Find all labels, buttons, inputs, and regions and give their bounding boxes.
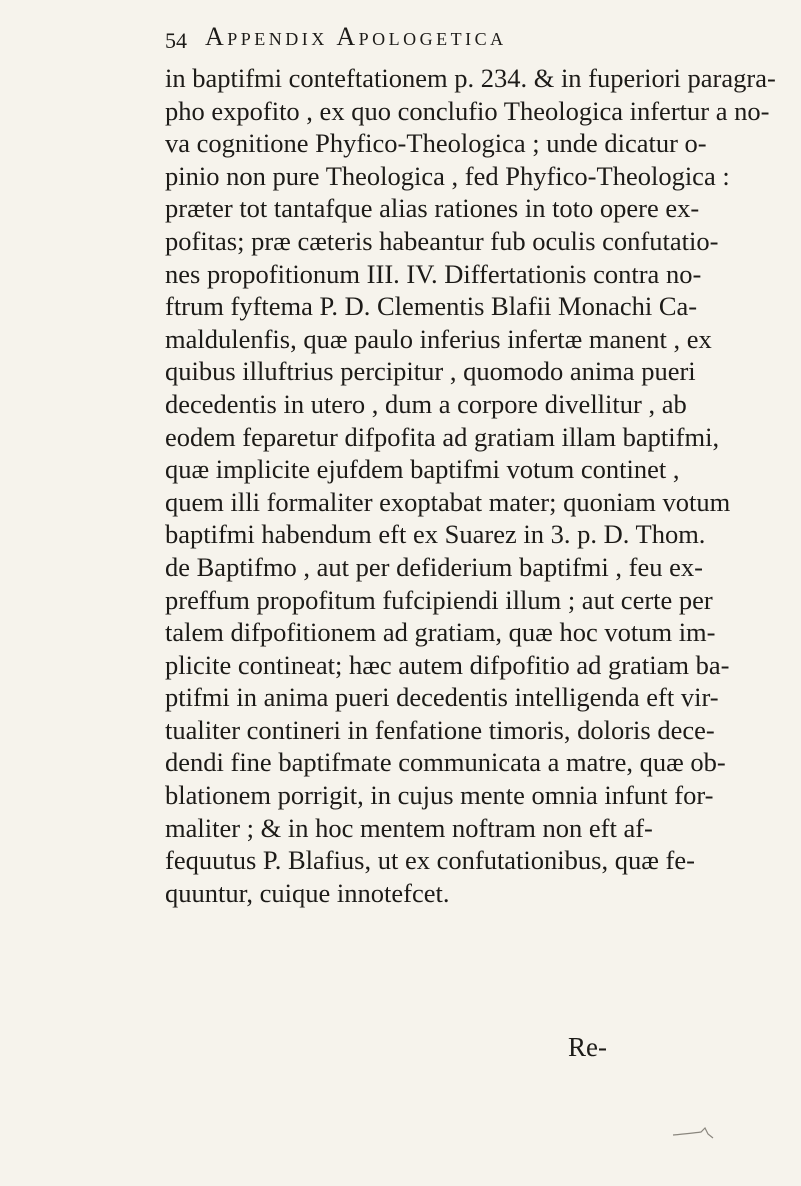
text-line: in baptifmi conteftationem p. 234. & in fuperiori paragra- xyxy=(165,63,776,93)
text-line: nes propofitionum III. IV. Differtationis contra no- xyxy=(165,258,702,289)
text-line: præter tot tantafque alias rationes in toto opere ex- xyxy=(165,193,700,224)
page-mark-icon xyxy=(672,1126,714,1140)
text-line: maldulenfis, quæ paulo inferius infertæ manent , ex xyxy=(165,323,712,354)
text-line: fequutus P. Blafius, ut ex confutationibus, quæ fe- xyxy=(165,845,695,876)
text-line: eodem feparetur difpofita ad gratiam illam baptifmi, xyxy=(165,421,720,452)
text-line: pofitas; præ cæteris habeantur fub oculis confutatio- xyxy=(165,225,719,256)
text-line: quuntur, cuique innotefcet. xyxy=(165,877,450,908)
text-line: va cognitione Phyfico-Theologica ; unde dicatur o- xyxy=(165,128,707,159)
text-line: de Baptifmo , aut per defiderium baptifmi , feu ex- xyxy=(165,551,703,582)
text-line: talem difpofitionem ad gratiam, quæ hoc votum im- xyxy=(165,617,716,648)
text-line: ftrum fyftema P. D. Clementis Blafii Monachi Ca- xyxy=(165,291,698,322)
running-title: Appendix Apologetica xyxy=(205,22,507,51)
text-line: quibus illuftrius percipitur , quomodo anima pueri xyxy=(165,356,696,387)
text-line: pho expofito , ex quo conclufio Theologica infertur a no- xyxy=(165,95,770,126)
text-line: quæ implicite ejufdem baptifmi votum continet , xyxy=(165,454,680,485)
running-head xyxy=(165,20,635,54)
text-line: tualiter contineri in fenfatione timoris, doloris dece- xyxy=(165,714,715,745)
text-line: preffum propofitum fufcipiendi illum ; aut certe per xyxy=(165,584,713,615)
text-line: blationem porrigit, in cujus mente omnia infunt for- xyxy=(165,780,714,811)
text-line: decedentis in utero , dum a corpore divellitur , ab xyxy=(165,388,687,419)
text-line: dendi fine baptifmate communicata a matre, quæ ob- xyxy=(165,747,726,778)
page-number: 54 xyxy=(165,28,187,53)
text-line: quem illi formaliter exoptabat mater; quoniam votum xyxy=(165,486,731,517)
text-line: maliter ; & in hoc mentem noftram non eft af- xyxy=(165,812,653,843)
text-line: ptifmi in anima pueri decedentis intelligenda eft vir- xyxy=(165,682,719,713)
text-line: plicite contineat; hæc autem difpofitio ad gratiam ba- xyxy=(165,649,730,680)
text-line: pinio non pure Theologica , fed Phyfico-Theologica : xyxy=(165,160,730,191)
body-paragraph xyxy=(165,62,776,909)
catchword: Re- xyxy=(568,1032,607,1062)
text-line: baptifmi habendum eft ex Suarez in 3. p. D. Thom. xyxy=(165,519,706,550)
